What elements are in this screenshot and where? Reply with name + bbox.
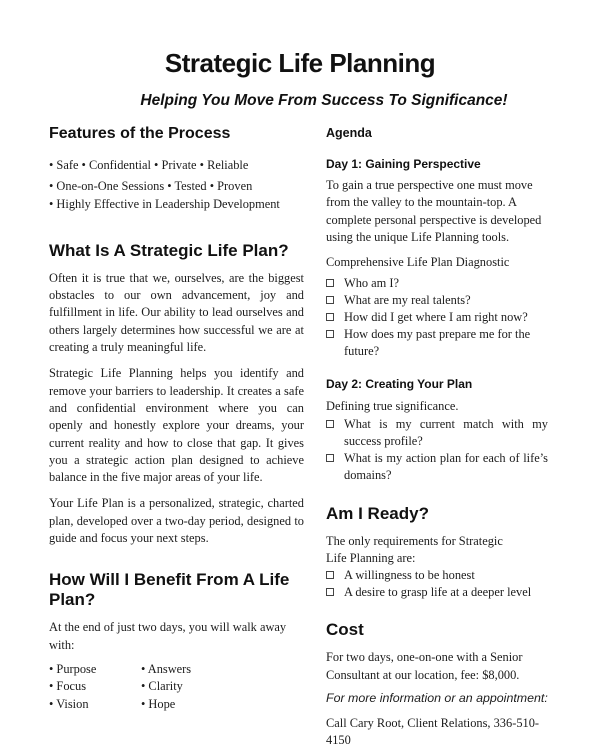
cost-paragraph: For two days, one-on-one with a Senior Consultant at our location, fee: $8,000. (326, 650, 523, 682)
benefit-list (49, 661, 304, 714)
list-item: How does my past prepare me for the future? (326, 326, 554, 360)
day2-heading: Day 2: Creating Your Plan (326, 377, 473, 392)
right-column (326, 126, 554, 750)
what-paragraph: Your Life Plan is a personalized, strategic, charted plan, developed over a two-day period, designed to guide and focus your next steps. (49, 496, 304, 546)
benefit-heading: How Will I Benefit From A Life Plan? (49, 570, 290, 610)
features-line: • Safe • Confidential • Private • Reliable (49, 158, 249, 172)
checkbox-icon (326, 296, 334, 304)
diagnostic-heading: Comprehensive Life Plan Diagnostic (326, 255, 510, 270)
day2-list (326, 416, 548, 484)
list-item: How did I get where I am right now? (326, 309, 554, 326)
checkbox-icon (326, 420, 334, 428)
features-line: • Highly Effective in Leadership Development (49, 196, 280, 211)
checkbox-icon (326, 454, 334, 462)
features-line: • One-on-One Sessions • Tested • Proven (49, 179, 253, 194)
benefit-item: • Hope (141, 696, 176, 711)
page-subtitle: Helping You Move From Success To Significance! (140, 92, 508, 109)
what-heading: What Is A Strategic Life Plan? (49, 240, 289, 260)
benefit-item: • Clarity (141, 679, 183, 694)
benefit-intro: At the end of just two days, you will walk away with: (49, 620, 287, 652)
cost-heading: Cost (326, 620, 364, 640)
day1-heading: Day 1: Gaining Perspective (326, 157, 481, 171)
list-item: What are my real talents? (326, 292, 554, 309)
checkbox-icon (326, 588, 334, 596)
benefit-item: • Vision (49, 696, 89, 711)
checkbox-icon (326, 279, 334, 287)
day1-paragraph: To gain a true perspective one must move from the valley to the mountain-top. A complete personal perspective is developed using the unique Life Planning tools. (326, 178, 542, 244)
checkbox-icon (326, 330, 334, 338)
list-item: What is my action plan for each of life’s domains? (326, 450, 548, 484)
list-item: A willingness to be honest (326, 567, 554, 584)
benefit-item: • Purpose (49, 661, 97, 676)
diagnostic-list (326, 275, 554, 360)
features-heading: Features of the Process (49, 125, 231, 142)
benefit-item: • Focus (49, 679, 87, 694)
agenda-heading: Agenda (326, 126, 372, 140)
list-item: What is my current match with my success profile? (326, 416, 548, 450)
ready-paragraph: The only requirements for Strategic Life Planning are: (326, 533, 503, 566)
what-paragraph: Strategic Life Planning helps you identify and remove your barriers to leadership. It creates a safe and confidential environment where you can openly and honestly explore your dreams, your current reality and how to close that gap. It gives you a strategic action plan designed to achieve balance in the five major areas of your life. (49, 366, 304, 485)
ready-heading: Am I Ready? (326, 503, 429, 523)
checkbox-icon (326, 571, 334, 579)
page-title: Strategic Life Planning (164, 48, 436, 78)
benefit-item: • Answers (141, 661, 192, 676)
what-paragraph: Often it is true that we, ourselves, are the biggest obstacles to our own advancement, joy and fulfillment in life. Our ability to lead ourselves and others largely determines how successful we are at creating a truly meaningful life. (49, 270, 304, 355)
list-item: Who am I? (326, 275, 554, 292)
checkbox-icon (326, 313, 334, 321)
contact-line: Call Cary Root, Client Relations, 336-510-4150 (326, 715, 540, 748)
left-column (49, 125, 304, 713)
list-item: A desire to grasp life at a deeper level (326, 584, 554, 601)
info-line: For more information or an appointment: (326, 690, 548, 705)
day2-intro: Defining true significance. (326, 399, 459, 414)
ready-list (326, 567, 554, 601)
